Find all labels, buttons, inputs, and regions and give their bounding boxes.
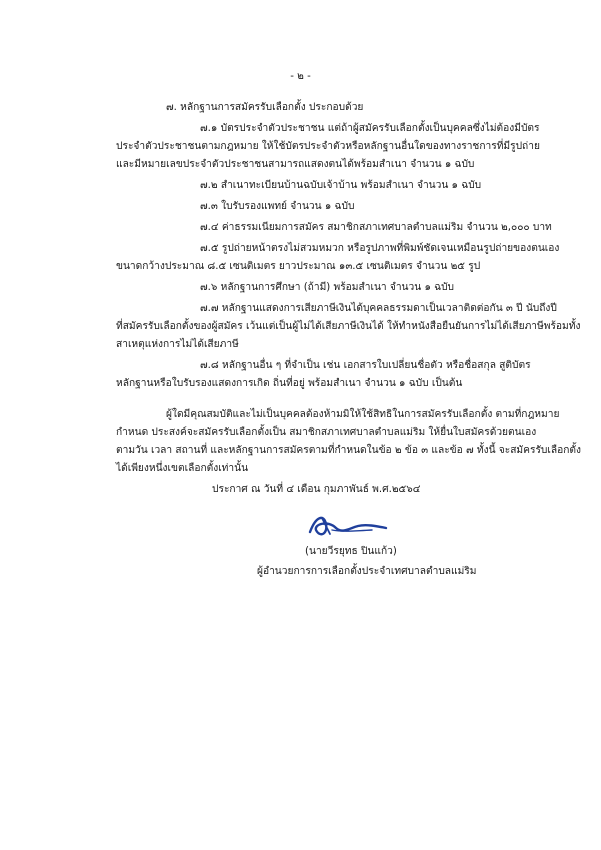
signer-name: (นายวีรยุทธ ปินแก้ว) <box>305 546 397 557</box>
closing-line-4: ได้เพียงหนึ่งเขตเลือกตั้งเท่านั้น <box>116 463 249 474</box>
section-title: ๗. หลักฐานการสมัครรับเลือกตั้ง ประกอบด้วย <box>166 102 364 113</box>
item-7-2: ๗.๒ สำเนาทะเบียนบ้านฉบับเจ้าบ้าน พร้อมสำเนา จำนวน ๑ ฉบับ <box>200 180 482 191</box>
item-7-4: ๗.๔ ค่าธรรมเนียมการสมัคร สมาชิกสภาเทศบาลตำบลแม่ริม จำนวน ๒,๐๐๐ บาท <box>200 222 552 233</box>
item-7-7-line-2: ที่สมัครรับเลือกตั้งของผู้สมัคร เว้นแต่เป็นผู้ไม่ได้เสียภาษีเงินได้ ให้ทำหนังสือยืนยันการไม่ได้เสียภาษีพร้อมทั้ง <box>116 321 581 332</box>
item-7-1-line-1: ๗.๑ บัตรประจำตัวประชาชน แต่ถ้าผู้สมัครรับเลือกตั้งเป็นบุคคลซึ่งไม่ต้องมีบัตร <box>200 123 540 134</box>
signature-icon <box>302 504 392 544</box>
item-7-1-line-2: ประจำตัวประชาชนตามกฎหมาย ให้ใช้บัตรประจำตัวหรือหลักฐานอื่นใดของทางราชการที่มีรูปถ่าย <box>116 141 540 152</box>
item-7-8-line-1: ๗.๘ หลักฐานอื่น ๆ ที่จำเป็น เช่น เอกสารใบเปลี่ยนชื่อตัว หรือชื่อสกุล สูติบัตร <box>200 360 531 371</box>
signer-title: ผู้อำนวยการการเลือกตั้งประจำเทศบาลตำบลแม่ริม <box>257 566 477 577</box>
item-7-1-line-3: และมีหมายเลขประจำตัวประชาชนสามารถแสดงตนได้พร้อมสำเนา จำนวน ๑ ฉบับ <box>116 159 475 170</box>
item-7-7-line-1: ๗.๗ หลักฐานแสดงการเสียภาษีเงินได้บุคคลธรรมดาเป็นเวลาติดต่อกัน ๓ ปี นับถึงปี <box>200 303 557 314</box>
item-7-7-line-3: สาเหตุแห่งการไม่ได้เสียภาษี <box>116 339 239 350</box>
item-7-3: ๗.๓ ใบรับรองแพทย์ จำนวน ๑ ฉบับ <box>200 201 355 212</box>
closing-line-2: กำหนด ประสงค์จะสมัครรับเลือกตั้งเป็น สมาชิกสภาเทศบาลตำบลแม่ริม ให้ยื่นใบสมัครด้วยตนเอง <box>116 427 537 438</box>
announcement-date: ประกาศ ณ วันที่ ๔ เดือน กุมภาพันธ์ พ.ศ.๒๕๖๔ <box>212 484 421 495</box>
item-7-8-line-2: หลักฐานหรือใบรับรองแสดงการเกิด ถิ่นที่อยู่ พร้อมสำเนา จำนวน ๑ ฉบับ เป็นต้น <box>116 378 463 389</box>
closing-line-3: ตามวัน เวลา สถานที่ และหลักฐานการสมัครตามที่กำหนดในข้อ ๒ ข้อ ๓ และข้อ ๗ ทั้งนี้ จะสมัครรับเลือกตั้ง <box>116 445 581 456</box>
item-7-5-line-1: ๗.๕ รูปถ่ายหน้าตรงไม่สวมหมวก หรือรูปภาพที่พิมพ์ชัดเจนเหมือนรูปถ่ายของตนเอง <box>200 243 560 254</box>
page-number: - ๒ - <box>290 71 311 82</box>
item-7-6: ๗.๖ หลักฐานการศึกษา (ถ้ามี) พร้อมสำเนา จำนวน ๑ ฉบับ <box>200 282 455 293</box>
item-7-5-line-2: ขนาดกว้างประมาณ ๘.๕ เซนติเมตร ยาวประมาณ ๑๓.๕ เซนติเมตร จำนวน ๒๕ รูป <box>116 261 481 272</box>
closing-line-1: ผู้ใดมีคุณสมบัติและไม่เป็นบุคคลต้องห้ามมิให้ใช้สิทธิในการสมัครรับเลือกตั้ง ตามที่กฎหมาย <box>166 409 560 420</box>
